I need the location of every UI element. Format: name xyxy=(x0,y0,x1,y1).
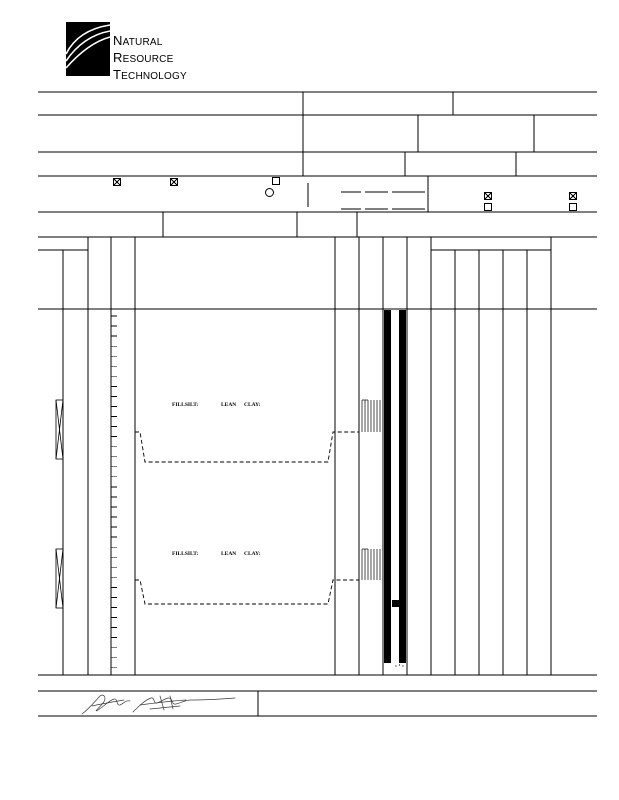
logo-line-resource: RESOURCE xyxy=(113,50,174,65)
soil-label-clay: CLAY: xyxy=(244,402,261,408)
stratum-boundary xyxy=(135,432,359,462)
checkbox-option-3 xyxy=(272,177,280,185)
logo-line-natural: NATURAL xyxy=(113,33,163,48)
checkbox-right-a-bottom xyxy=(484,203,492,211)
checkbox-option-2 xyxy=(170,178,178,186)
sample-x-icon xyxy=(56,400,63,459)
soil-label-lean: LEAN xyxy=(221,402,237,408)
log-grid xyxy=(38,237,597,675)
well-bottom-marks xyxy=(395,664,403,666)
well-casing-icon xyxy=(384,310,406,667)
well-casing-right xyxy=(399,310,406,663)
checkbox-option-1 xyxy=(113,178,121,186)
checkbox-right-b-bottom xyxy=(569,203,577,211)
soil-label-lean: LEAN xyxy=(221,551,237,557)
logo-wordmark xyxy=(113,33,187,84)
well-screen-marker xyxy=(392,600,399,607)
logo-line-technology: TECHNOLOGY xyxy=(113,67,187,82)
nrt-swoosh-logo-icon xyxy=(66,22,110,76)
radio-option-1 xyxy=(265,188,274,197)
checkbox-right-b-top xyxy=(569,192,577,200)
handwritten-signature xyxy=(82,695,235,714)
footer-grid xyxy=(38,691,597,716)
soil-label-clay: CLAY: xyxy=(244,551,261,557)
sample-x-icon xyxy=(56,549,63,608)
soil-label-fill-silt: FILLSILT: xyxy=(172,551,199,557)
stratum-boundary xyxy=(135,580,359,604)
depth-tick-scale-icon xyxy=(111,316,117,668)
well-casing-left xyxy=(384,310,391,663)
header-grid xyxy=(38,92,597,237)
hatch-pattern-icon xyxy=(362,549,380,580)
soil-label-fill-silt: FILLSILT: xyxy=(172,402,199,408)
hatch-pattern-icon xyxy=(362,400,380,432)
checkbox-right-a-top xyxy=(484,192,492,200)
